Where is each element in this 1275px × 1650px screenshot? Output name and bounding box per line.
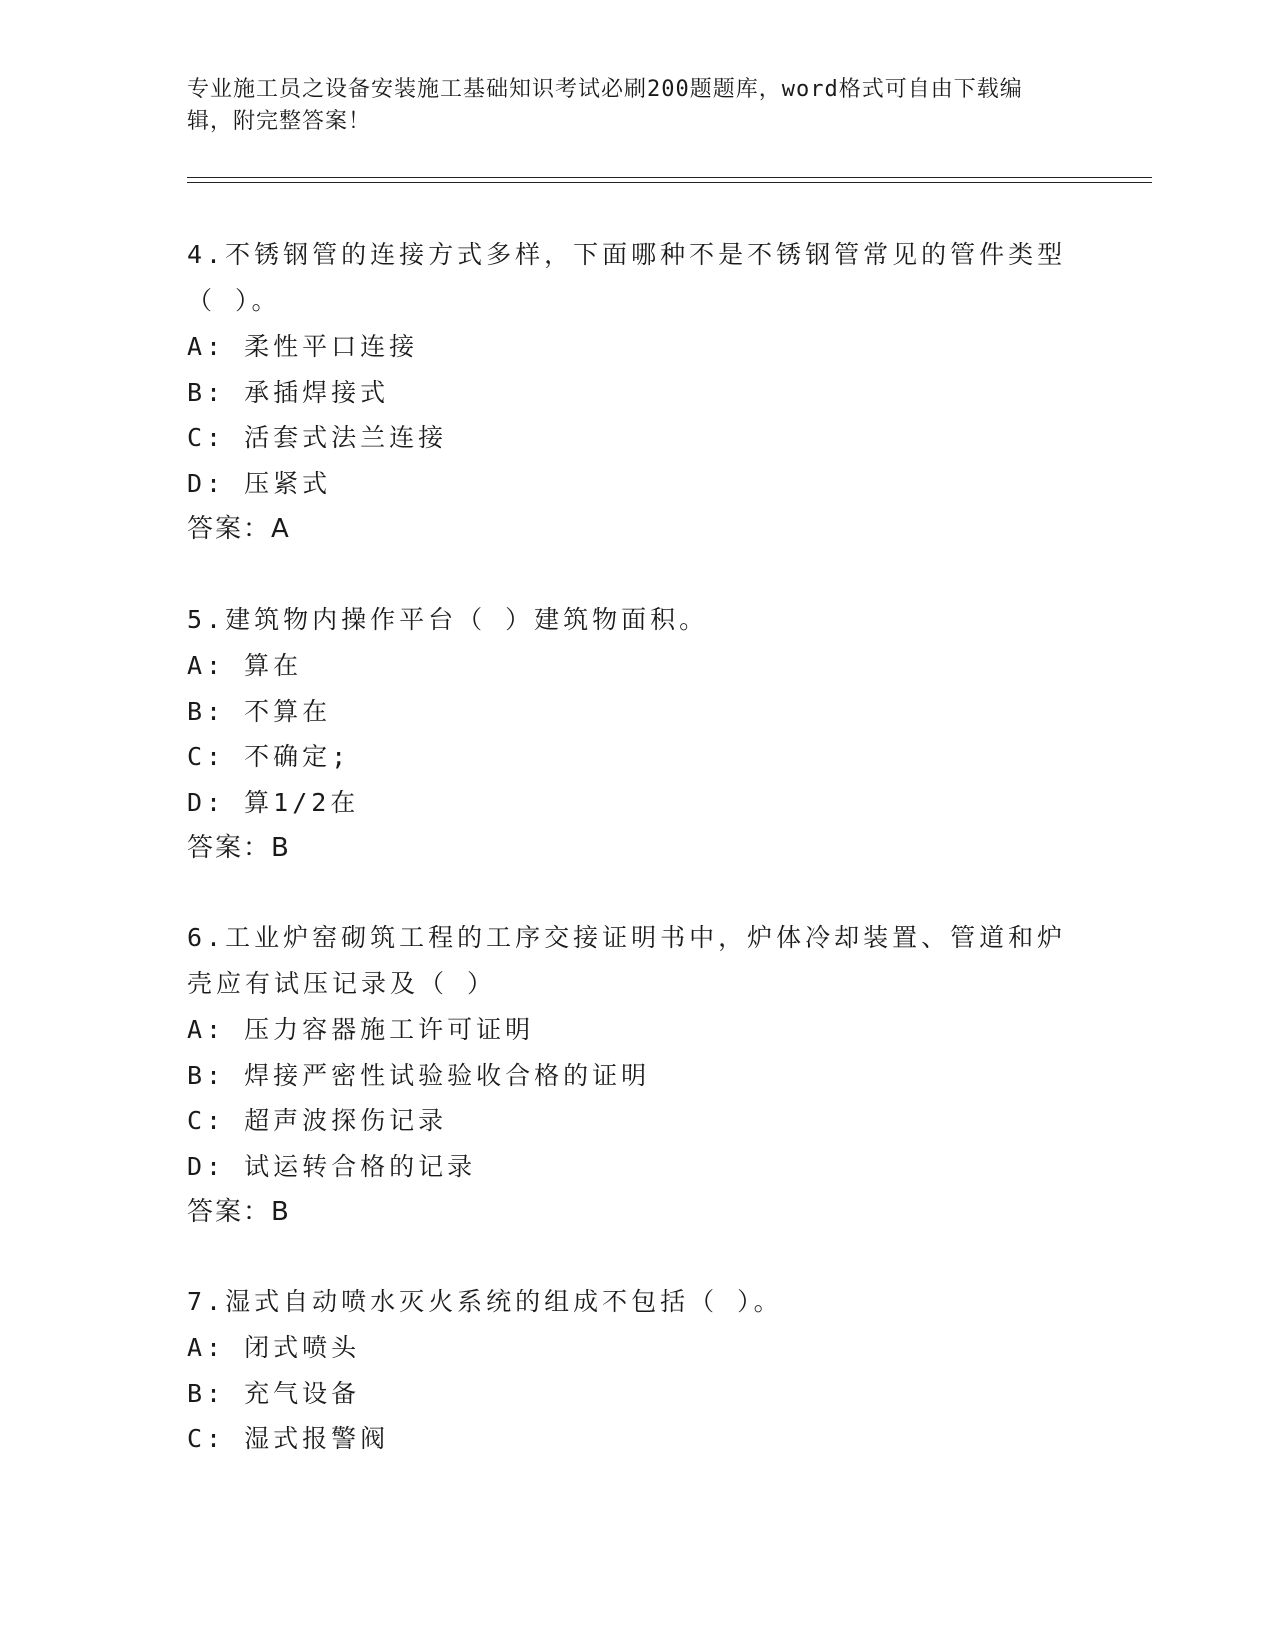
option-a: A: 闭式喷头 <box>187 1333 361 1362</box>
question-7 <box>187 1279 1067 1462</box>
option-c: C: 活套式法兰连接 <box>187 423 448 452</box>
option-d: D: 压紧式 <box>187 468 332 498</box>
option-d: D: 算1/2在 <box>187 787 360 817</box>
option-b: B: 充气设备 <box>187 1378 361 1408</box>
document-title: 专业施工员之设备安装施工基础知识考试必刷200题题库，word格式可自由下载编辑，附完整答案！ <box>187 77 1023 134</box>
answer: 答案：B <box>187 1197 291 1227</box>
option-a: A: 算在 <box>187 651 303 680</box>
option-a: A: 柔性平口连接 <box>187 332 419 361</box>
question-5 <box>187 597 1067 871</box>
option-b: B: 承插焊接式 <box>187 377 390 407</box>
option-b: B: 焊接严密性试验验收合格的证明 <box>187 1060 651 1090</box>
question-4 <box>187 232 1067 552</box>
option-c: C: 超声波探伤记录 <box>187 1106 448 1135</box>
answer: 答案：A <box>187 514 291 544</box>
header-divider-bottom <box>187 182 1152 183</box>
question-6 <box>187 915 1067 1235</box>
option-d: D: 试运转合格的记录 <box>187 1151 477 1181</box>
header-divider-top <box>187 177 1152 178</box>
answer: 答案：B <box>187 833 291 863</box>
option-a: A: 压力容器施工许可证明 <box>187 1015 535 1044</box>
option-c: C: 不确定; <box>187 742 351 771</box>
question-text: 6.工业炉窑砌筑工程的工序交接证明书中，炉体冷却装置、管道和炉壳应有试压记录及（ ） <box>187 923 1067 998</box>
question-text: 7.湿式自动喷水灭火系统的组成不包括（ ）。 <box>187 1287 783 1316</box>
option-c: C: 湿式报警阀 <box>187 1424 390 1453</box>
option-b: B: 不算在 <box>187 696 332 726</box>
question-text: 4.不锈钢管的连接方式多样，下面哪种不是不锈钢管常见的管件类型（ ）。 <box>187 240 1067 315</box>
question-text: 5.建筑物内操作平台（ ）建筑物面积。 <box>187 605 709 634</box>
